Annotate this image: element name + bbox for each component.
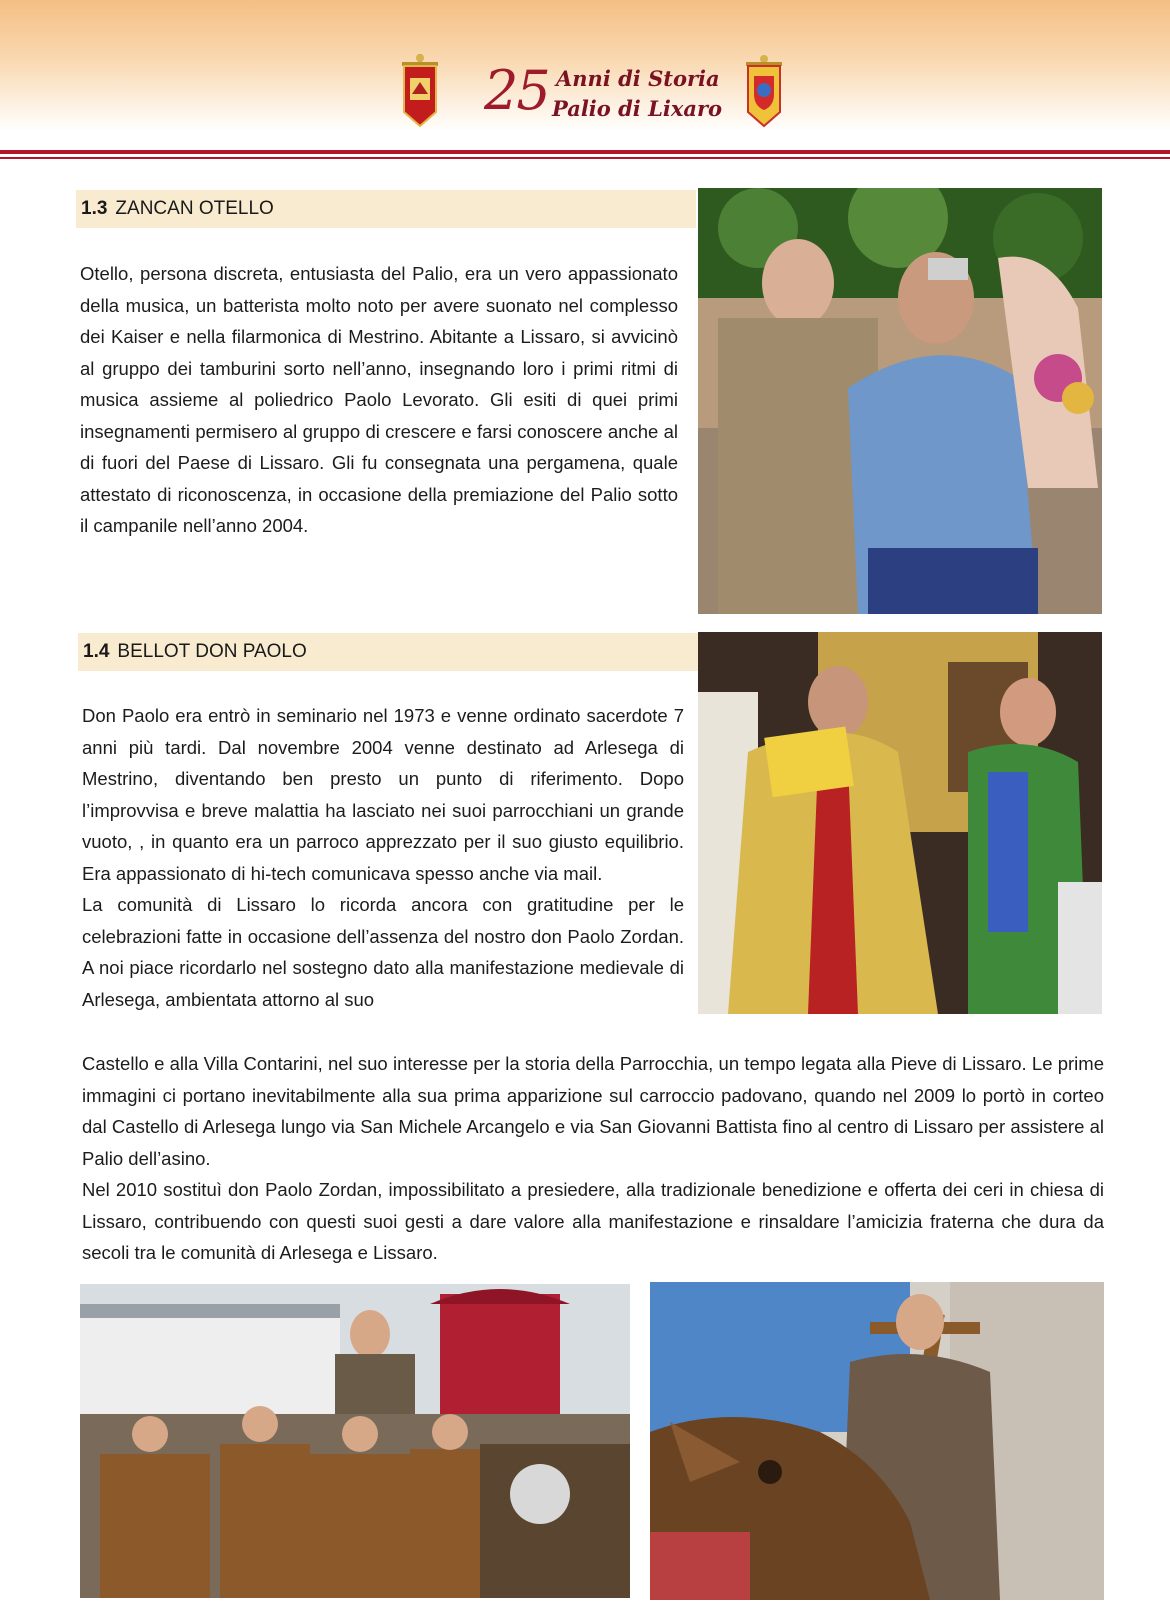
logo-line-1: Anni di Storia bbox=[556, 66, 720, 91]
paragraph-part: La comunità di Lissaro lo ricorda ancora con gratitudine per le celebrazioni fatte in occasione dell’assenza del nostro don Paolo Zordan. A noi piace ricordarlo nel sostegno dato alla manifestazione medievale di Arlesega, ambientata attorno al suo bbox=[82, 894, 684, 1010]
section-heading bbox=[78, 633, 698, 671]
section-number: 1.4 bbox=[83, 641, 110, 662]
section-number: 1.3 bbox=[81, 198, 108, 219]
header-rule-thin bbox=[0, 157, 1170, 159]
section-paragraph bbox=[82, 700, 684, 1015]
banner-shield-icon bbox=[742, 54, 786, 130]
paragraph-part: Don Paolo era entrò in seminario nel 1973 e venne ordinato sacerdote 7 anni più tardi. Dal novembre 2004 venne destinato ad Arlesega di Mestrino, diventando ben presto un punto di riferimento. Dopo l’improvvisa e breve malattia ha lasciato nei suoi parrocchiani un grande vuoto, , in quanto era un parroco apprezzato per il suo giusto equilibrio. Era appassionato di hi-tech comunicava spesso anche via mail. bbox=[82, 705, 684, 884]
photo-otello-icon bbox=[698, 188, 1102, 614]
photo-procession-carroccio-icon bbox=[80, 1284, 630, 1598]
logo-number: 25 bbox=[484, 59, 549, 122]
photo-friar-dragon-cart-icon bbox=[650, 1282, 1104, 1600]
banner-gonfalon-icon bbox=[398, 54, 442, 130]
header-rule bbox=[0, 150, 1170, 154]
section-title: BELLOT DON PAOLO bbox=[117, 641, 307, 662]
section-paragraph-wide: Castello e alla Villa Contarini, nel suo interesse per la storia della Parrocchia, un tempo legata alla Pieve di Lissaro. Le prime immagini ci portano inevitabilmente alla sua prima apparizione sul carroccio padovano, quando nel 2009 lo portò in corteo dal Castello di Arlesega lungo via San Michele Arcangelo e via San Giovanni Battista fino al centro di Lissaro per assistere al Palio dell’asino. Nel 2010 sostituì don Paolo Zordan, impossibilitato a presiedere, alla tradizionale benedizione e offerta dei ceri in chiesa di Lissaro, contribuendo con questi suoi gesti a dare valore alla manifestazione e rinsaldare l’amicizia fraterna che dura da secoli tra le comunità di Arlesega e Lissaro. bbox=[82, 1053, 1104, 1263]
section-title: ZANCAN OTELLO bbox=[115, 198, 274, 219]
section-paragraph: Otello, persona discreta, entusiasta del Palio, era un vero appassionato della musica, un batterista molto noto per avere suonato nel complesso dei Kaiser e nella filarmonica di Mestrino. Abitante a Lissaro, si avvicinò al gruppo dei tamburini sorto nell’anno, insegnando loro i primi ritmi di musica assieme al poliedrico Paolo Levorato. Gli esiti di quei primi insegnamenti permisero al gruppo di crescere e farsi conoscere anche al di fuori del Paese di Lissaro. Gli fu consegnata una pergamena, quale attestato di riconoscenza, in occasione della premiazione del Palio sotto il campanile nell’anno 2004. bbox=[80, 263, 678, 536]
section-heading bbox=[76, 190, 696, 228]
photo-don-paolo-reading-icon bbox=[698, 632, 1102, 1014]
logo-line-2: Palio di Lixaro bbox=[552, 96, 723, 121]
